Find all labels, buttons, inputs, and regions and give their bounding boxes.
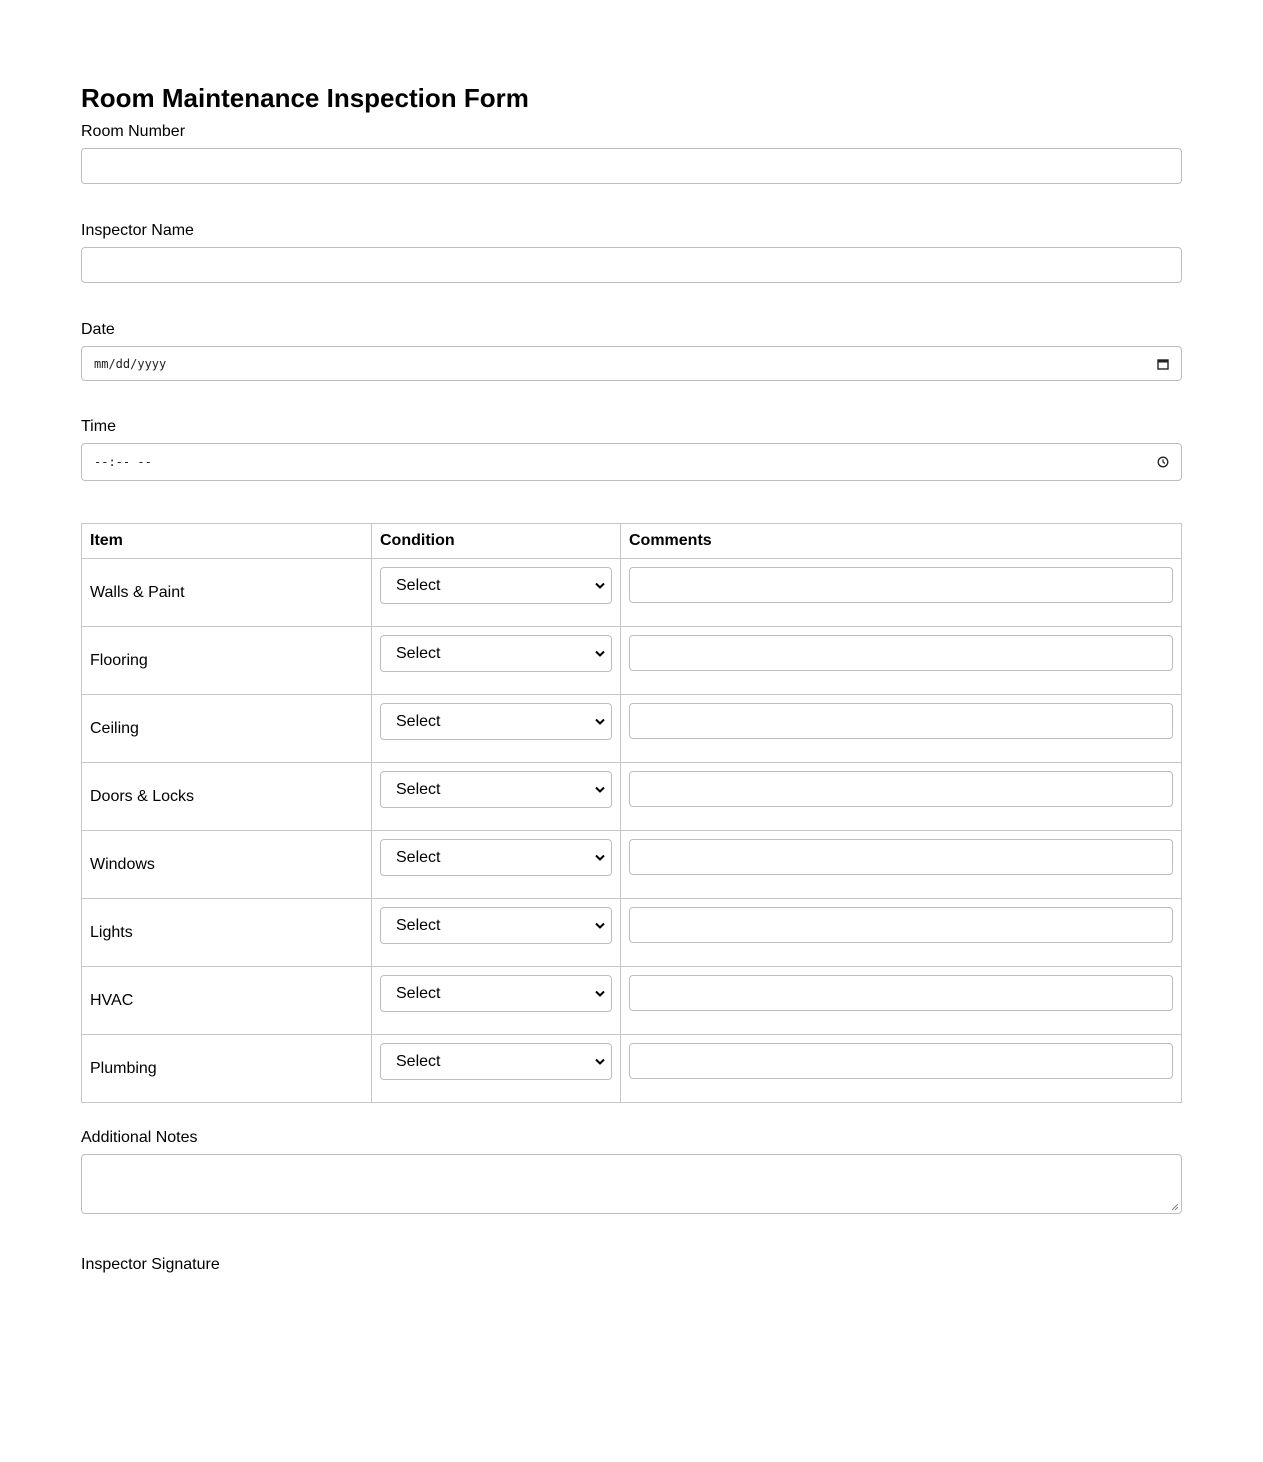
- chevron-down-icon: [595, 1058, 605, 1065]
- item-name: Ceiling: [82, 695, 372, 763]
- item-name: Plumbing: [82, 1035, 372, 1103]
- chevron-down-icon: [595, 786, 605, 793]
- item-name: Lights: [82, 899, 372, 967]
- condition-select[interactable]: [380, 771, 612, 808]
- room-number-label: Room Number: [81, 123, 186, 140]
- select-value: Select: [396, 712, 441, 730]
- select-value: Select: [396, 644, 441, 662]
- table-row: [82, 1035, 1182, 1103]
- chevron-down-icon: [595, 582, 605, 589]
- date-placeholder: mm/dd/yyyy: [94, 356, 167, 371]
- condition-select[interactable]: [380, 635, 612, 672]
- time-label: Time: [81, 418, 116, 435]
- date-input[interactable]: [81, 346, 1182, 381]
- item-name: Doors & Locks: [82, 763, 372, 831]
- select-value: Select: [396, 916, 441, 934]
- item-name: HVAC: [82, 967, 372, 1035]
- comment-input[interactable]: [629, 1043, 1173, 1079]
- calendar-icon[interactable]: [1157, 358, 1169, 370]
- comment-input[interactable]: [629, 703, 1173, 739]
- room-number-input[interactable]: [81, 148, 1182, 184]
- item-name: Walls & Paint: [82, 559, 372, 627]
- table-row: [82, 899, 1182, 967]
- additional-notes-textarea[interactable]: [81, 1154, 1182, 1214]
- condition-select[interactable]: [380, 907, 612, 944]
- comment-input[interactable]: [629, 907, 1173, 943]
- condition-select[interactable]: [380, 975, 612, 1012]
- header-condition: Condition: [372, 524, 621, 559]
- comment-input[interactable]: [629, 567, 1173, 603]
- select-value: Select: [396, 576, 441, 594]
- condition-select[interactable]: [380, 839, 612, 876]
- date-label: Date: [81, 321, 115, 338]
- item-name: Windows: [82, 831, 372, 899]
- chevron-down-icon: [595, 718, 605, 725]
- resize-handle-icon[interactable]: [1171, 1203, 1179, 1211]
- additional-notes-label: Additional Notes: [81, 1129, 198, 1146]
- select-value: Select: [396, 780, 441, 798]
- condition-select[interactable]: [380, 1043, 612, 1080]
- inspection-table: [81, 523, 1182, 1103]
- select-value: Select: [396, 984, 441, 1002]
- comment-input[interactable]: [629, 771, 1173, 807]
- item-name: Flooring: [82, 627, 372, 695]
- table-row: [82, 559, 1182, 627]
- condition-select[interactable]: [380, 703, 612, 740]
- chevron-down-icon: [595, 650, 605, 657]
- select-value: Select: [396, 1052, 441, 1070]
- table-row: [82, 763, 1182, 831]
- table-row: [82, 695, 1182, 763]
- select-value: Select: [396, 848, 441, 866]
- table-header-row: [82, 524, 1182, 559]
- comment-input[interactable]: [629, 635, 1173, 671]
- chevron-down-icon: [595, 854, 605, 861]
- chevron-down-icon: [595, 922, 605, 929]
- inspector-name-label: Inspector Name: [81, 222, 194, 239]
- table-row: [82, 967, 1182, 1035]
- condition-select[interactable]: [380, 567, 612, 604]
- table-row: [82, 627, 1182, 695]
- time-input[interactable]: [81, 443, 1182, 481]
- header-item: Item: [82, 524, 372, 559]
- header-comments: Comments: [621, 524, 1182, 559]
- table-row: [82, 831, 1182, 899]
- time-placeholder: --:-- --: [94, 455, 152, 469]
- inspector-name-input[interactable]: [81, 247, 1182, 283]
- comment-input[interactable]: [629, 839, 1173, 875]
- clock-icon[interactable]: [1157, 456, 1169, 468]
- inspector-signature-label: Inspector Signature: [81, 1256, 220, 1273]
- inspection-form: [81, 80, 1182, 1281]
- chevron-down-icon: [595, 990, 605, 997]
- comment-input[interactable]: [629, 975, 1173, 1011]
- page-title: Room Maintenance Inspection Form: [81, 83, 529, 113]
